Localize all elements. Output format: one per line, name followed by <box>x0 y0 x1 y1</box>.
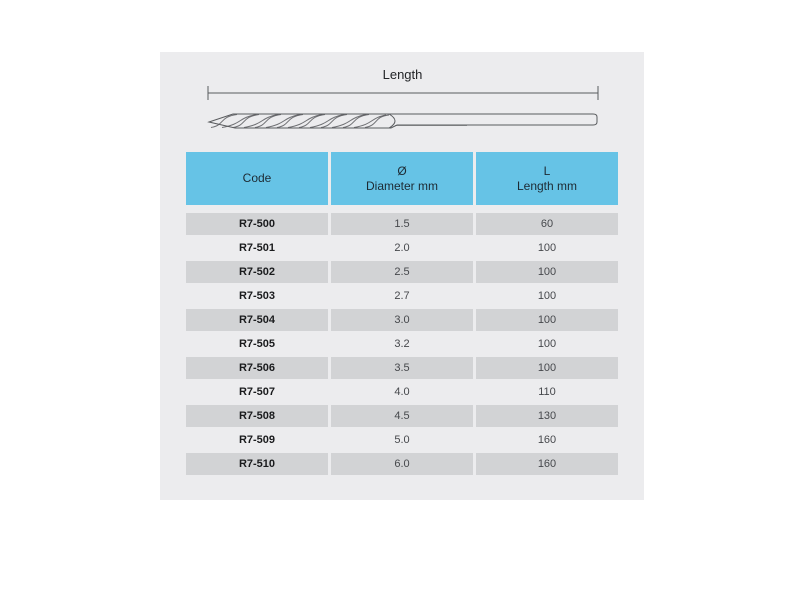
length-symbol: L <box>543 163 551 178</box>
table-body <box>186 213 618 477</box>
cell-code: R7-508 <box>186 405 328 427</box>
cell-diameter: 4.5 <box>331 405 473 427</box>
cell-code: R7-505 <box>238 338 276 350</box>
cell-code: R7-503 <box>238 290 276 302</box>
table-header-row <box>186 152 618 205</box>
cell-length: 160 <box>537 434 557 446</box>
cell-diameter: 6.0 <box>331 453 473 475</box>
table-row <box>186 381 618 405</box>
table-row <box>186 237 618 261</box>
drill-diagram <box>205 68 600 134</box>
cell-diameter: 3.5 <box>331 357 473 379</box>
cell-length: 110 <box>538 386 556 398</box>
cell-length: 100 <box>476 309 618 331</box>
dimension-line <box>208 86 598 100</box>
table-row <box>186 357 618 381</box>
table-row <box>186 261 618 285</box>
cell-length: 130 <box>476 405 618 427</box>
flute-spiral-lines <box>211 115 389 128</box>
cell-length: 160 <box>476 453 618 475</box>
cell-code: R7-509 <box>238 434 276 446</box>
spec-table <box>186 152 618 477</box>
cell-diameter: 2.0 <box>394 242 410 254</box>
header-code-label: Code <box>242 171 272 185</box>
drill-bit-drawing <box>205 84 600 134</box>
header-length-label: Length mm <box>516 178 578 193</box>
header-length <box>476 152 618 205</box>
cell-code: R7-500 <box>186 213 328 235</box>
cell-code: R7-501 <box>238 242 276 254</box>
header-diameter <box>331 152 473 205</box>
table-row <box>186 333 618 357</box>
cell-length: 100 <box>476 357 618 379</box>
cell-diameter: 1.5 <box>331 213 473 235</box>
table-row <box>186 429 618 453</box>
table-row <box>186 285 618 309</box>
product-panel <box>160 52 644 500</box>
diameter-symbol: Ø <box>397 163 407 178</box>
cell-length: 100 <box>537 290 557 302</box>
cell-length: 60 <box>476 213 618 235</box>
table-row <box>186 213 618 237</box>
cell-code: R7-506 <box>186 357 328 379</box>
cell-diameter: 3.2 <box>394 338 410 350</box>
cell-code: R7-504 <box>186 309 328 331</box>
cell-length: 100 <box>537 338 557 350</box>
cell-code: R7-507 <box>238 386 276 398</box>
cell-length: 100 <box>476 261 618 283</box>
cell-diameter: 2.5 <box>331 261 473 283</box>
header-diameter-label: Diameter mm <box>365 178 438 193</box>
cell-diameter: 4.0 <box>394 386 410 398</box>
table-row <box>186 453 618 477</box>
cell-diameter: 3.0 <box>331 309 473 331</box>
cell-code: R7-502 <box>186 261 328 283</box>
cell-code: R7-510 <box>186 453 328 475</box>
table-row <box>186 405 618 429</box>
cell-diameter: 5.0 <box>394 434 410 446</box>
table-row <box>186 309 618 333</box>
cell-diameter: 2.7 <box>394 290 410 302</box>
header-code <box>186 152 328 205</box>
cell-length: 100 <box>537 242 557 254</box>
dimension-label: Length <box>382 67 423 82</box>
